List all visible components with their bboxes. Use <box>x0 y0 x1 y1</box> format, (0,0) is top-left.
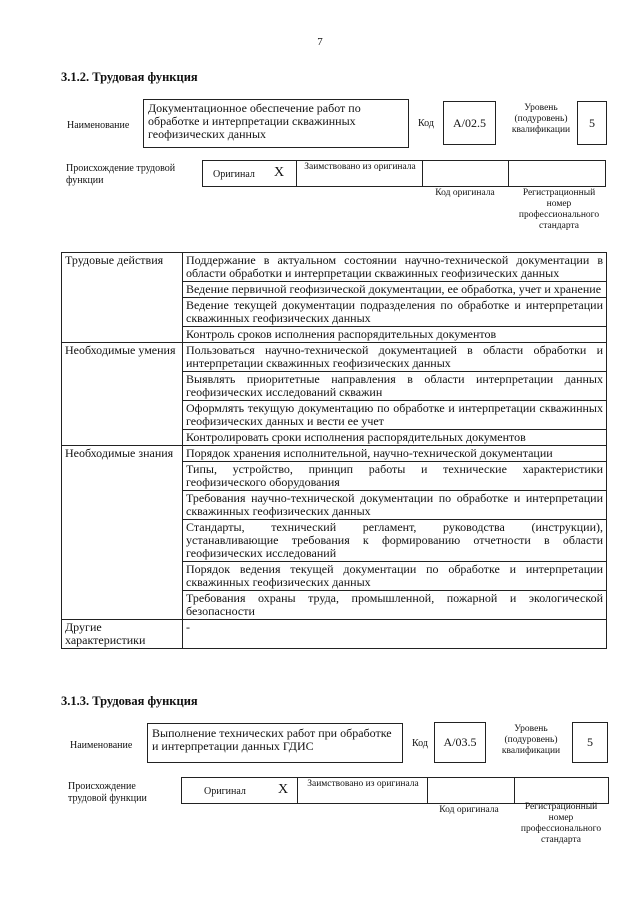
divider <box>297 777 298 804</box>
function-name-box: Выполнение технических работ при обработке и интерпретации данных ГДИС <box>147 723 403 763</box>
table-row <box>62 343 607 372</box>
function-details-table <box>61 252 607 649</box>
original-mark: X <box>278 782 289 797</box>
row-category: Трудовые действия <box>62 253 183 343</box>
row-item: Стандарты, технический регламент, руководства (инструкции), устанавливающие требования к формированию отчетности в области геофизических исследований <box>183 520 607 562</box>
origin-label: Происхождение трудовой функции <box>68 781 147 804</box>
borrowed-label: Заимствовано из оригинала <box>304 162 416 172</box>
level-box: 5 <box>572 722 608 763</box>
row-item: - <box>183 620 607 649</box>
divider <box>514 777 515 804</box>
row-item: Контроль сроков исполнения распорядительных документов <box>183 327 607 343</box>
row-category: Необходимые умения <box>62 343 183 446</box>
reg-number-label: Регистрационный номер профессионального стандарта <box>518 188 600 231</box>
row-category: Необходимые знания <box>62 446 183 620</box>
row-item: Требования научно-технической документации по обработке и интерпретации скважинных геофизических данных <box>183 491 607 520</box>
code-box: A/03.5 <box>434 722 486 763</box>
code-box: A/02.5 <box>443 101 496 145</box>
row-item: Ведение первичной геофизической документации, ее обработка, учет и хранение <box>183 282 607 298</box>
table-row <box>62 253 607 282</box>
level-box: 5 <box>577 101 607 145</box>
divider <box>508 160 509 187</box>
code-original-label: Код оригинала <box>439 805 499 815</box>
origin-row <box>202 160 606 187</box>
level-label: Уровень (подуровень) квалификации <box>501 724 561 756</box>
origin-label: Происхождение трудовой функции <box>66 163 176 186</box>
divider <box>427 777 428 804</box>
row-item: Порядок хранения исполнительной, научно-технической документации <box>183 446 607 462</box>
table-row <box>62 620 607 649</box>
row-item: Требования охраны труда, промышленной, пожарной и экологической безопасности <box>183 591 607 620</box>
row-item: Поддержание в актуальном состоянии научно-технической документации в области обработки и интерпретации скважинных геофизических данных <box>183 253 607 282</box>
divider <box>296 160 297 187</box>
level-label: Уровень (подуровень) квалификации <box>511 103 571 135</box>
origin-row <box>181 777 609 804</box>
original-mark: X <box>274 165 285 180</box>
row-item: Порядок ведения текущей документации по обработке и интерпретации скважинных геофизических данных <box>183 562 607 591</box>
function-name-box: Документационное обеспечение работ по обработке и интерпретации скважинных геофизических данных <box>143 99 409 148</box>
code-label: Код <box>418 118 434 129</box>
divider <box>422 160 423 187</box>
borrowed-label: Заимствовано из оригинала <box>307 779 419 789</box>
name-label: Наименование <box>70 740 133 751</box>
row-item: Выявлять приоритетные направления в области интерпретации данных геофизических исследований скважин <box>183 372 607 401</box>
original-label: Оригинал <box>213 169 255 180</box>
code-original-label: Код оригинала <box>435 188 495 198</box>
table-row <box>62 446 607 462</box>
row-item: Контролировать сроки исполнения распорядительных документов <box>183 430 607 446</box>
code-label: Код <box>412 738 428 749</box>
page-number: 7 <box>317 36 323 48</box>
row-item: Ведение текущей документации подразделения по обработке и интерпретации скважинных геофизических данных <box>183 298 607 327</box>
row-category: Другие характеристики <box>62 620 183 649</box>
section-title: 3.1.2. Трудовая функция <box>61 70 198 84</box>
section-title: 3.1.3. Трудовая функция <box>61 694 198 708</box>
original-label: Оригинал <box>204 786 246 797</box>
reg-number-label: Регистрационный номер профессионального стандарта <box>520 802 602 845</box>
row-item: Оформлять текущую документацию по обработке и интерпретации скважинных геофизических данных и вести ее учет <box>183 401 607 430</box>
row-item: Типы, устройство, принцип работы и технические характеристики геофизического оборудования <box>183 462 607 491</box>
row-item: Пользоваться научно-технической документацией в области обработки и интерпретации скважинных геофизических данных <box>183 343 607 372</box>
name-label: Наименование <box>67 120 130 131</box>
